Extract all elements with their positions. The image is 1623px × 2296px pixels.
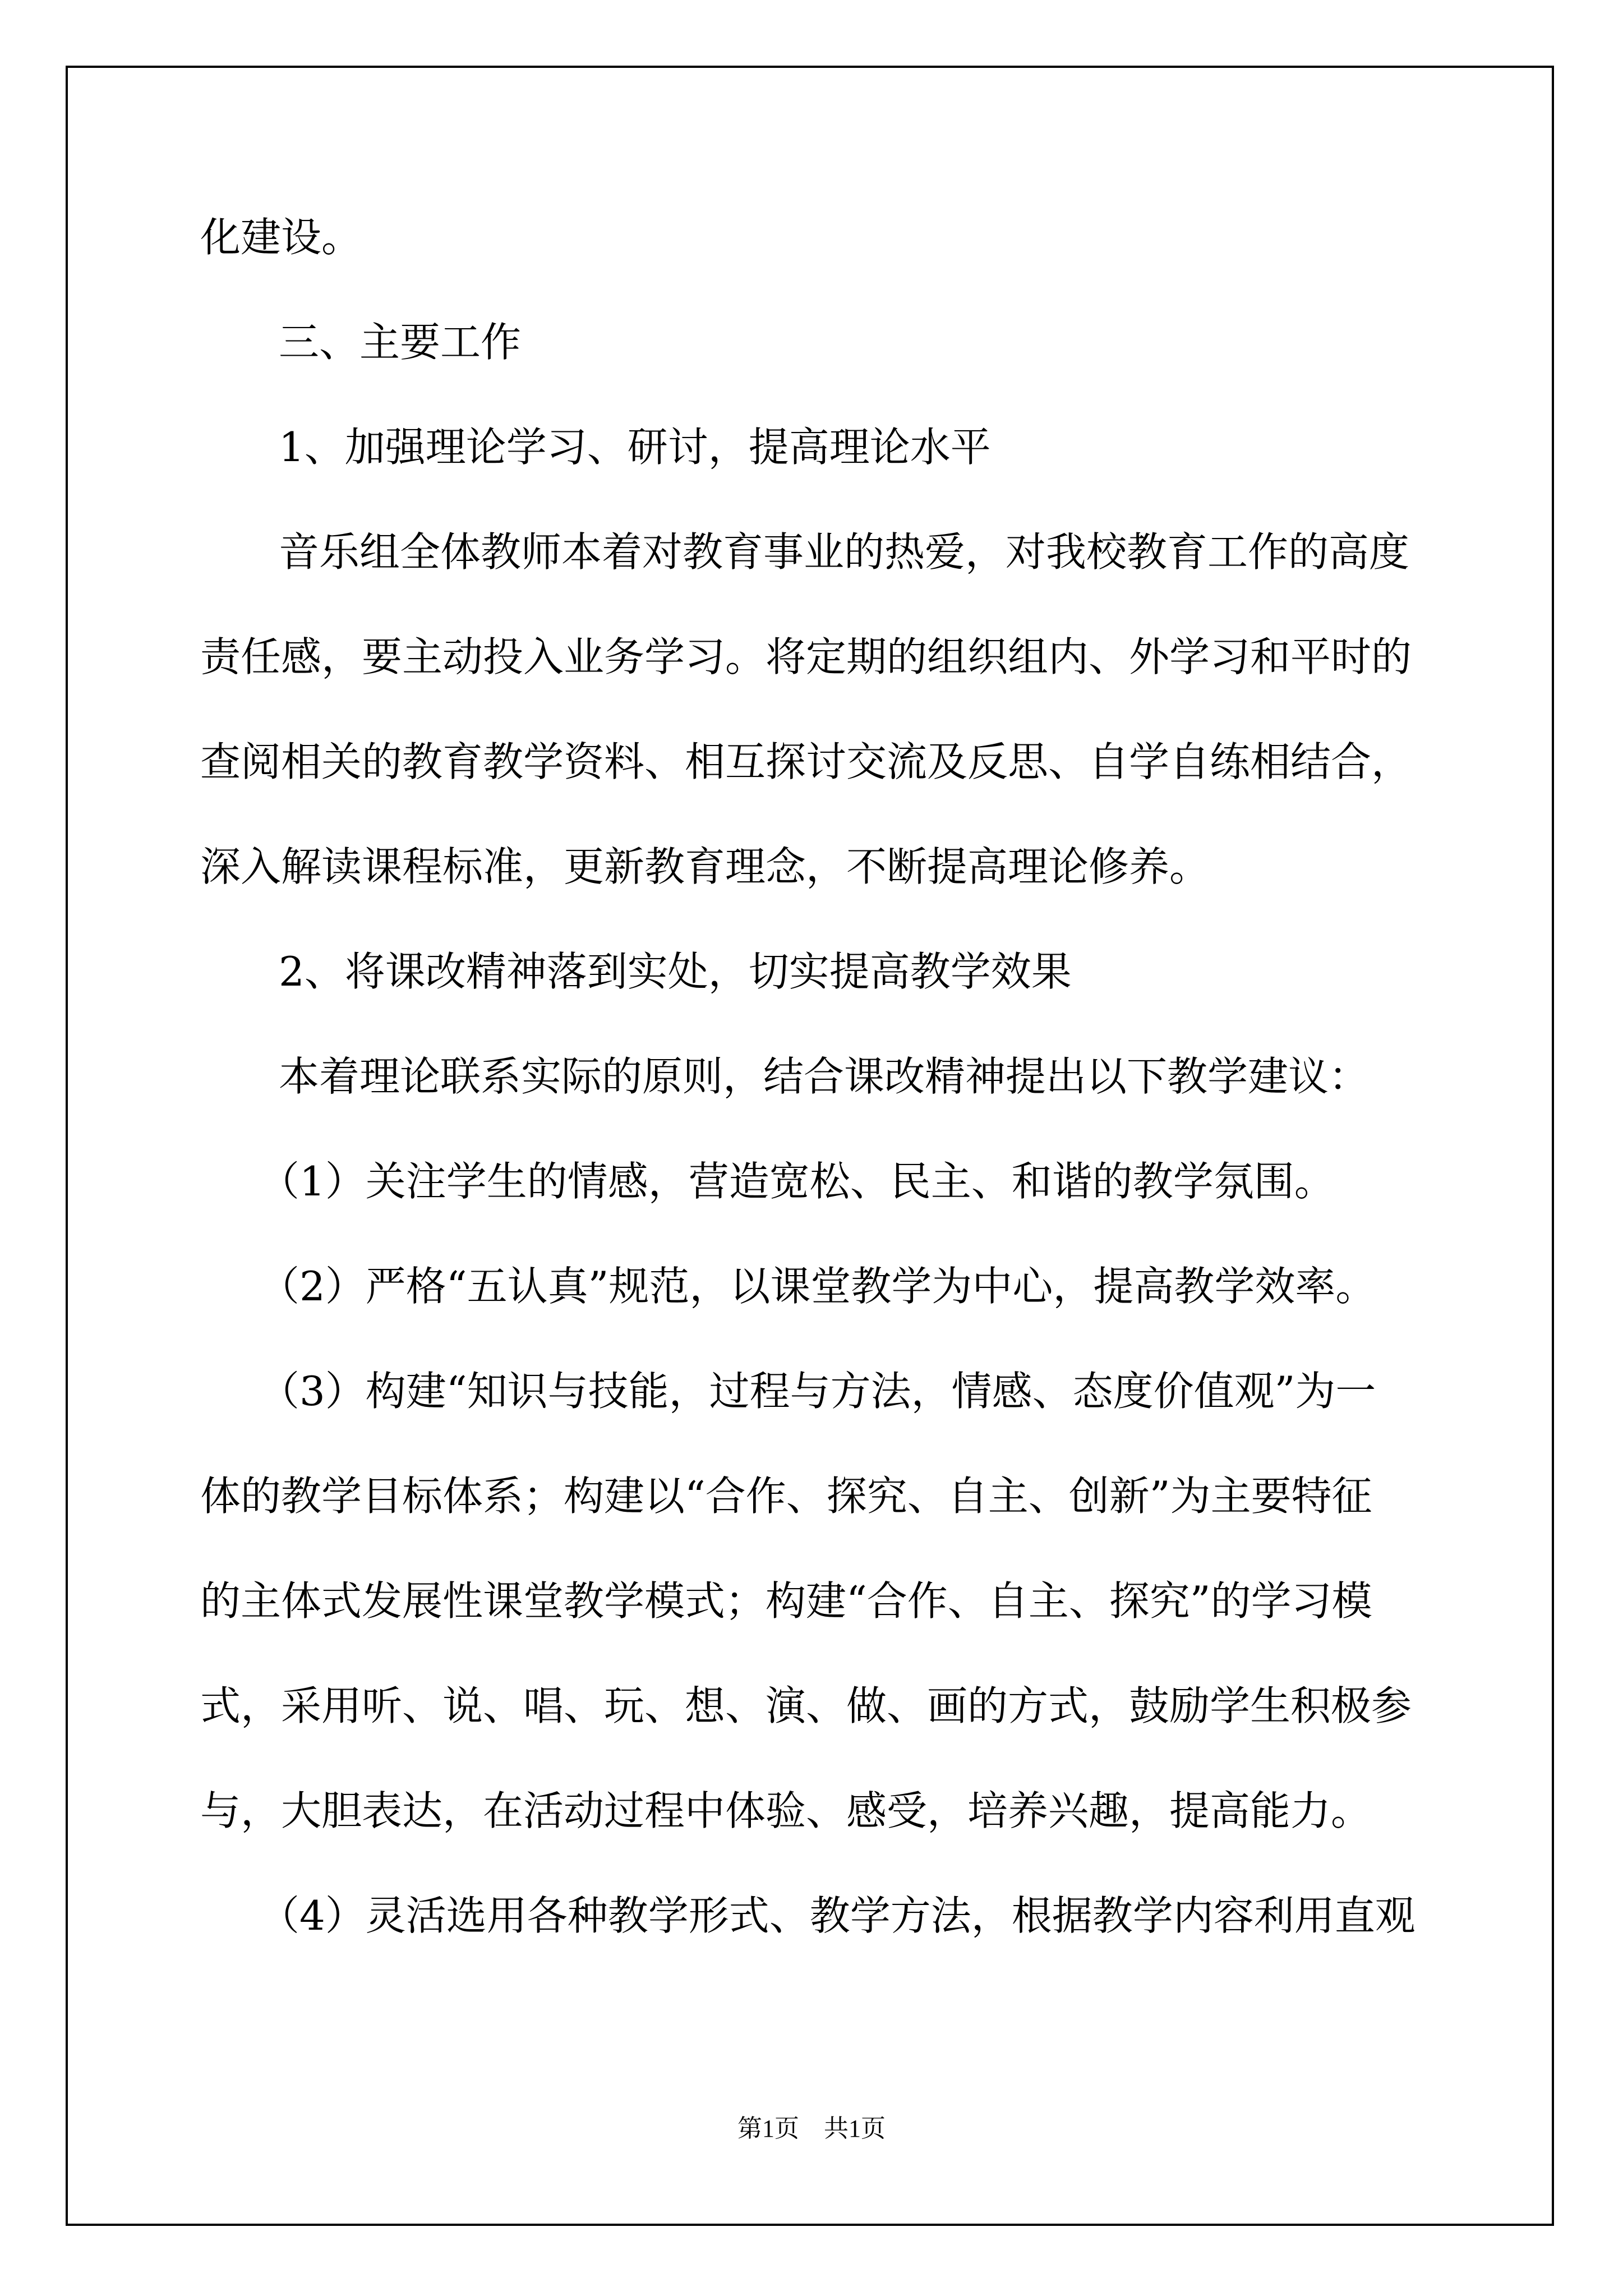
paragraph-line: 本着理论联系实际的原则，结合课改精神提出以下教学建议：: [279, 1053, 1370, 1100]
page-number: 第1页: [737, 2115, 799, 2142]
subsection-heading: 1、加强理论学习、研讨，提高理论水平: [279, 424, 991, 471]
paragraph-line: 责任感，要主动投入业务学习。将定期的组织组内、外学习和平时的: [200, 633, 1412, 680]
paragraph-line: 查阅相关的教育教学资料、相互探讨交流及反思、自学自练相结合，: [200, 738, 1412, 785]
list-item: （2）严格“五认真”规范，以课堂教学为中心，提高教学效率。: [259, 1263, 1376, 1310]
section-heading: 三、主要工作: [279, 319, 522, 366]
list-item: （3）构建“知识与技能，过程与方法，情感、态度价值观”为一: [259, 1368, 1376, 1415]
list-item: （1）关注学生的情感，营造宽松、民主、和谐的教学氛围。: [259, 1158, 1335, 1205]
paragraph-line: 与，大胆表达，在活动过程中体验、感受，培养兴趣，提高能力。: [200, 1787, 1372, 1834]
page-total: 共1页: [824, 2115, 886, 2142]
page-footer: [0, 2116, 1623, 2141]
paragraph-line: 体的教学目标体系；构建以“合作、探究、自主、创新”为主要特征: [200, 1473, 1372, 1520]
paragraph-line: 化建设。: [200, 214, 362, 261]
paragraph-line: 式，采用听、说、唱、玩、想、演、做、画的方式，鼓励学生积极参: [200, 1682, 1412, 1729]
subsection-heading: 2、将课改精神落到实处，切实提高教学效果: [279, 948, 1072, 995]
list-item: （4）灵活选用各种教学形式、教学方法，根据教学内容利用直观: [259, 1892, 1415, 1939]
paragraph-line: 音乐组全体教师本着对教育事业的热爱，对我校教育工作的高度: [279, 528, 1410, 576]
paragraph-line: 的主体式发展性课堂教学模式；构建“合作、自主、探究”的学习模: [200, 1577, 1372, 1625]
paragraph-line: 深入解读课程标准，更新教育理念，不断提高理论修养。: [200, 843, 1210, 890]
